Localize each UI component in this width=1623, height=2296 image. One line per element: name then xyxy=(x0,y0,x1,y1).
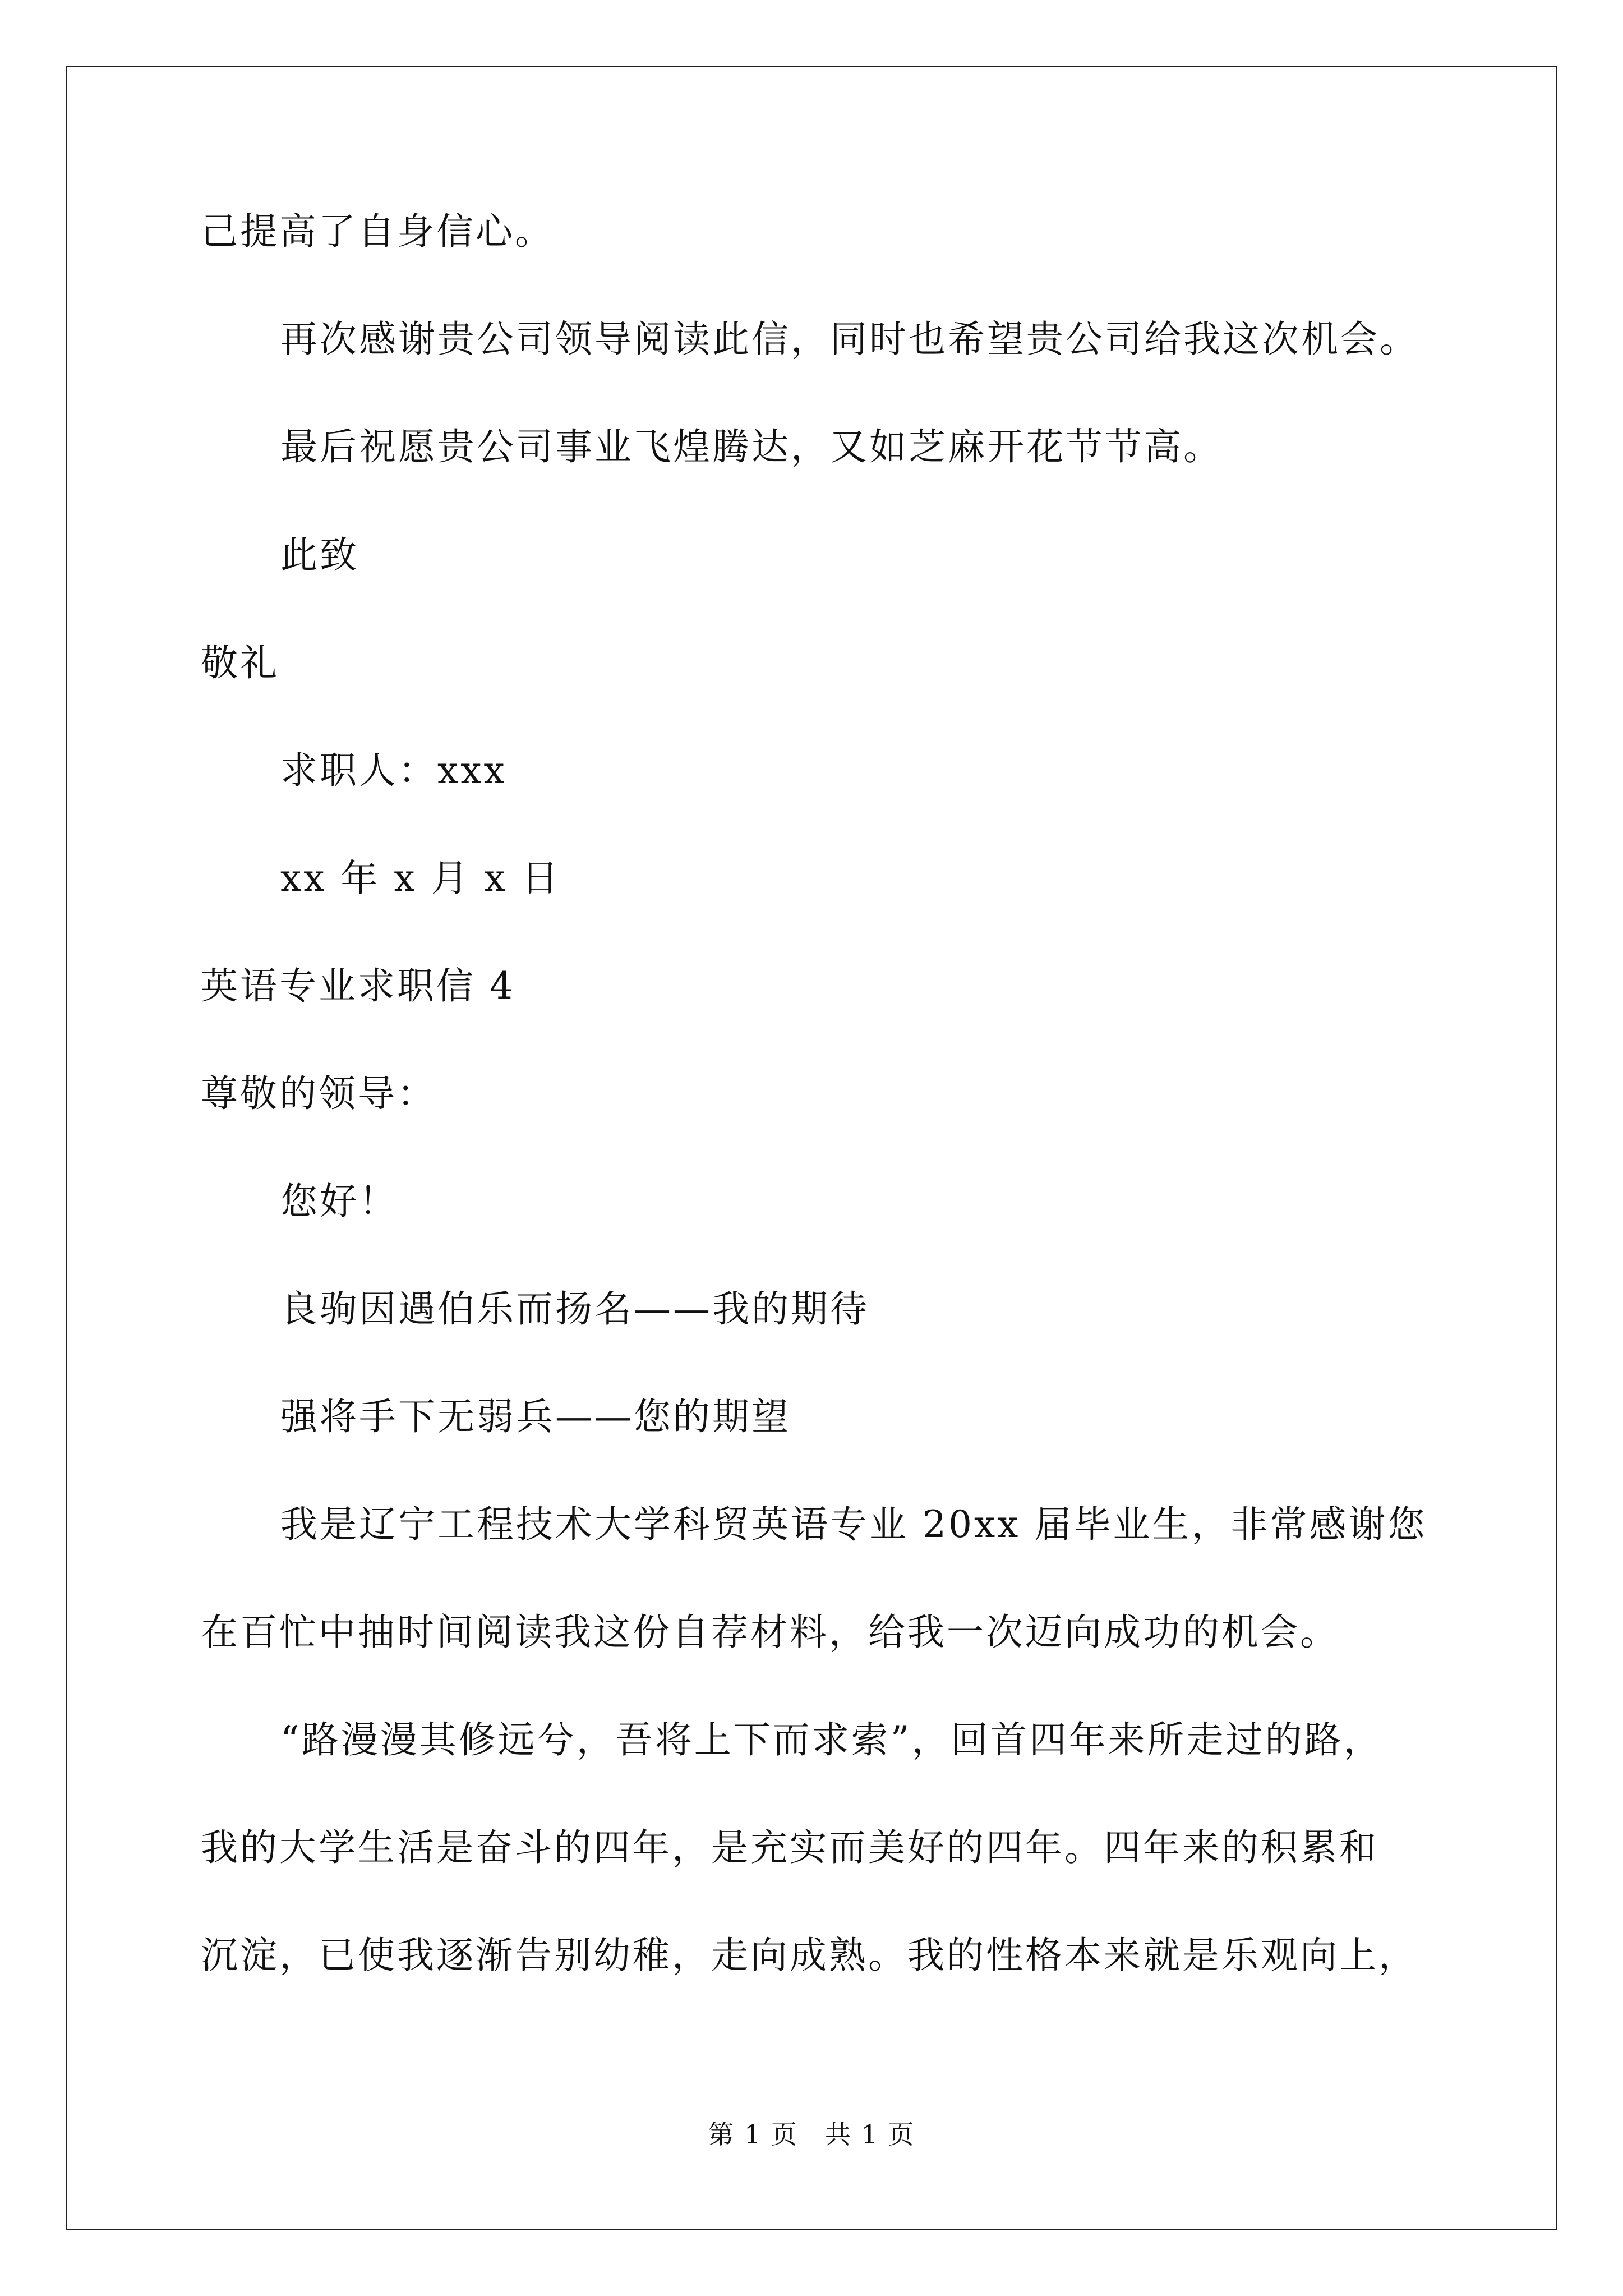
text-line: 沉淀，已使我逐渐告别幼稚，走向成熟。我的性格本来就是乐观向上， xyxy=(201,1934,1418,1977)
text-line: “路漫漫其修远兮，吾将上下而求索”，回首四年来所走过的路， xyxy=(280,1718,1383,1761)
text-line: 此致 xyxy=(280,533,359,577)
text-line: 良驹因遇伯乐而扬名——我的期待 xyxy=(280,1287,869,1331)
text-line: 在百忙中抽时间阅读我这份自荐材料，给我一次迈向成功的机会。 xyxy=(201,1611,1339,1654)
closing-salutation: 敬礼 xyxy=(201,641,279,684)
section-heading: 英语专业求职信 4 xyxy=(201,964,515,1007)
page-footer: 第 1 页 共 1 页 xyxy=(708,2119,915,2150)
date-line: xx 年 x 月 x 日 xyxy=(280,857,561,900)
text-line: 我是辽宁工程技术大学科贸英语专业 20xx 届毕业生，非常感谢您 xyxy=(280,1503,1427,1546)
signature-line: 求职人：xxx xyxy=(280,749,507,792)
text-line: 己提高了自身信心。 xyxy=(201,210,554,253)
text-line: 再次感谢贵公司领导阅读此信，同时也希望贵公司给我这次机会。 xyxy=(280,318,1419,361)
text-line: 最后祝愿贵公司事业飞煌腾达，又如芝麻开花节节高。 xyxy=(280,425,1223,468)
text-line: 我的大学生活是奋斗的四年，是充实而美好的四年。四年来的积累和 xyxy=(201,1826,1378,1869)
text-line: 强将手下无弱兵——您的期望 xyxy=(280,1395,791,1438)
greeting: 尊敬的领导： xyxy=(201,1072,436,1115)
text-line: 您好！ xyxy=(280,1180,398,1223)
page-border xyxy=(66,66,1557,2230)
